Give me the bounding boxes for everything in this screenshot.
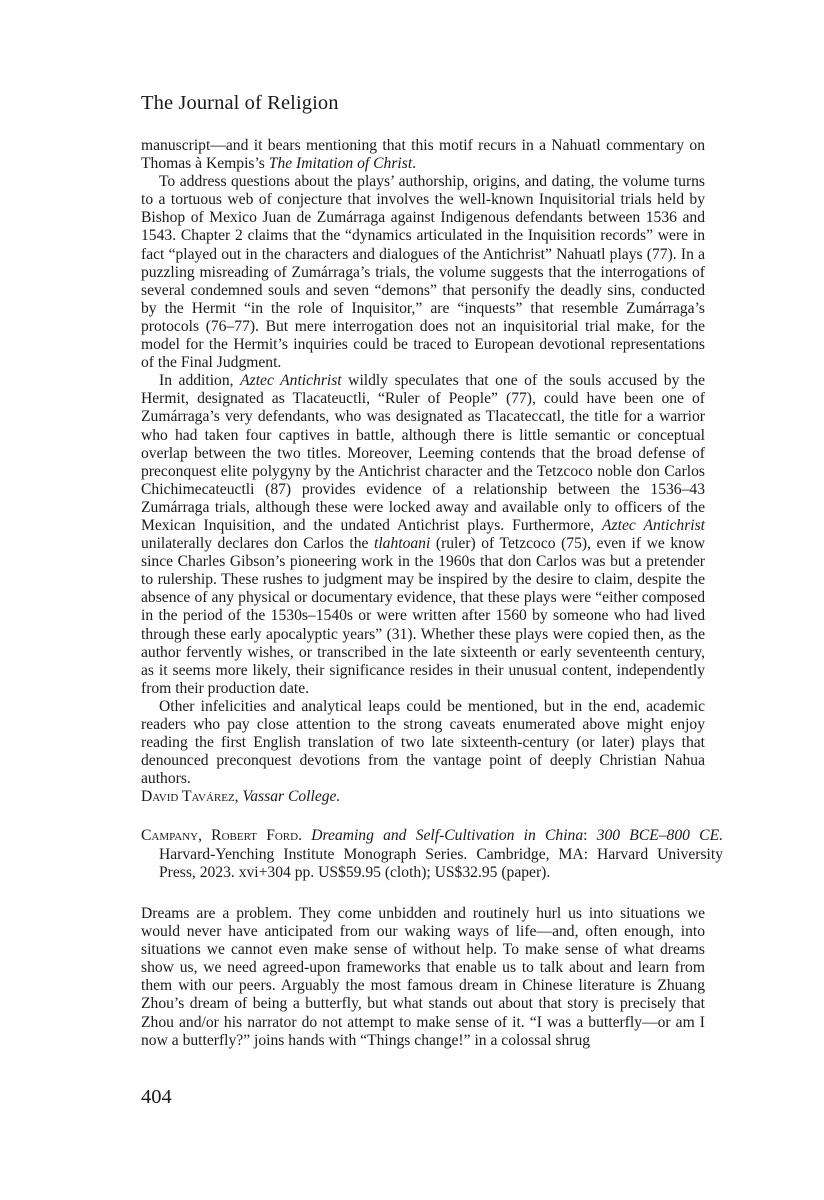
reviewer-name: David Tavárez <box>141 788 235 806</box>
term-italic: tlahtoani <box>374 535 431 553</box>
page-number: 404 <box>141 1086 172 1108</box>
paragraph-3: In addition, Aztec Antichrist wildly speculates that one of the souls accused by the Hermit, designated as Tlacateuctli, “Ruler of People” (77), could have been one of Zumárraga’s very defendants, who was designated as Tlacateccatl, the title for a warrior who had taken four captives in battle, although there is little semantic or conceptual overlap between the two titles. Moreover, Leeming contends that the broad defense of preconquest elite polygyny by the Antichrist character and the Tetzcoco noble don Carlos Chichimecateuctli (87) provides evidence of a relationship between the 1536–43 Zumárraga trials, although these were locked away and available only to officers of the Mexican Inquisition, and the undated Antichrist plays. Furthermore, Aztec Antichrist unilaterally declares don Carlos the tlahtoani (ruler) of Tetzcoco (75), even if we know since Charles Gibson’s pioneering work in the 1960s that don Carlos was but a pretender to rulership. These rushes to judgment may be inspired by the desire to claim, despite the absence of any physical or documentary evidence, that these plays were “either composed in the period of the 1530s–1540s or were written after 1560 by someone who had lived through these early apocalyptic years” (31). Whether these plays were copied then, as the author fervently wishes, or transcribed in the late sixteenth or early seventeenth century, as it seems more likely, their significance resides in their unusual content, independently from their production date. <box>141 372 705 697</box>
reviewer-signature: David Tavárez, Vassar College. <box>141 788 341 806</box>
paragraph-4: Other infelicities and analytical leaps could be mentioned, but in the end, academic readers who pay close attention to the strong caveats enumerated above might enjoy reading the first English translation of two late sixteenth-century (or later) plays that denounced preconquest devotions from the vantage point of deeply Christian Nahua authors. <box>141 697 705 788</box>
citation-details: Harvard-Yenching Institute Monograph Series. Cambridge, MA: Harvard University Press, 2023. xvi+304 pp. US$59.95 (cloth); US$32.95 (paper). <box>159 845 723 882</box>
review-citation: Campany, Robert Ford. Dreaming and Self-Cultivation in China: 300 BCE–800 CE. Harvard-Yenching Institute Monograph Series. Cambridge, MA: Harvard University Press, 2023. xvi+304 pp. US$59.95 (cloth); US$32.95 (paper). <box>141 827 723 882</box>
book-title-italic: Aztec Antichrist <box>602 516 705 534</box>
running-header: The Journal of Religion <box>141 92 339 114</box>
paragraph-2: To address questions about the plays’ authorship, origins, and dating, the volume turns to a tortuous web of conjecture that involves the well-known Inquisitorial trials held by Bishop of Mexico Juan de Zumárraga against Indigenous defendants between 1536 and 1543. Chapter 2 claims that the “dynamics articulated in the Inquisition records” were in fact “played out in the characters and dialogues of the Antichrist” Nahuatl plays (77). In a puzzling misreading of Zumárraga’s trials, the volume suggests that the interrogations of several condemned souls and seven “demons” that personify the deadly sins, conducted by the Hermit “in the role of Inquisitor,” are “inquests” that resemble Zumárraga’s protocols (76–77). But mere interrogation does not an inquisitorial trial make, for the model for the Hermit’s inquiries could be traced to European devotional representations of the Final Judgment. <box>141 173 705 372</box>
citation-book-title: Dreaming and Self-Cultivation in China <box>311 827 584 844</box>
reviewer-affiliation: Vassar College. <box>242 788 341 806</box>
review-continuation <box>141 137 705 806</box>
citation-subtitle: 300 BCE–800 CE. <box>596 827 723 844</box>
review-body <box>141 905 705 1050</box>
paragraph-1: manuscript—and it bears mentioning that this motif recurs in a Nahuatl commentary on Thomas à Kempis’s The Imitation of Christ. <box>141 137 705 173</box>
book-title-italic: The Imitation of Christ <box>268 155 413 173</box>
citation-author: Campany, Robert Ford. <box>141 827 302 844</box>
review-paragraph-1: Dreams are a problem. They come unbidden and routinely hurl us into situations we would never have anticipated from our waking ways of life—and, often enough, into situations we cannot even make sense of without help. To make sense of what dreams show us, we need agreed-upon frameworks that enable us to talk about and learn from them with our peers. Arguably the most famous dream in Chinese literature is Zhuang Zhou’s dream of being a butterfly, but what stands out about that story is precisely that Zhou and/or his narrator do not attempt to make sense of it. “I was a butterfly—or am I now a butterfly?” joins hands with “Things change!” in a colossal shrug <box>141 905 705 1049</box>
book-title-italic: Aztec Antichrist <box>240 372 342 390</box>
